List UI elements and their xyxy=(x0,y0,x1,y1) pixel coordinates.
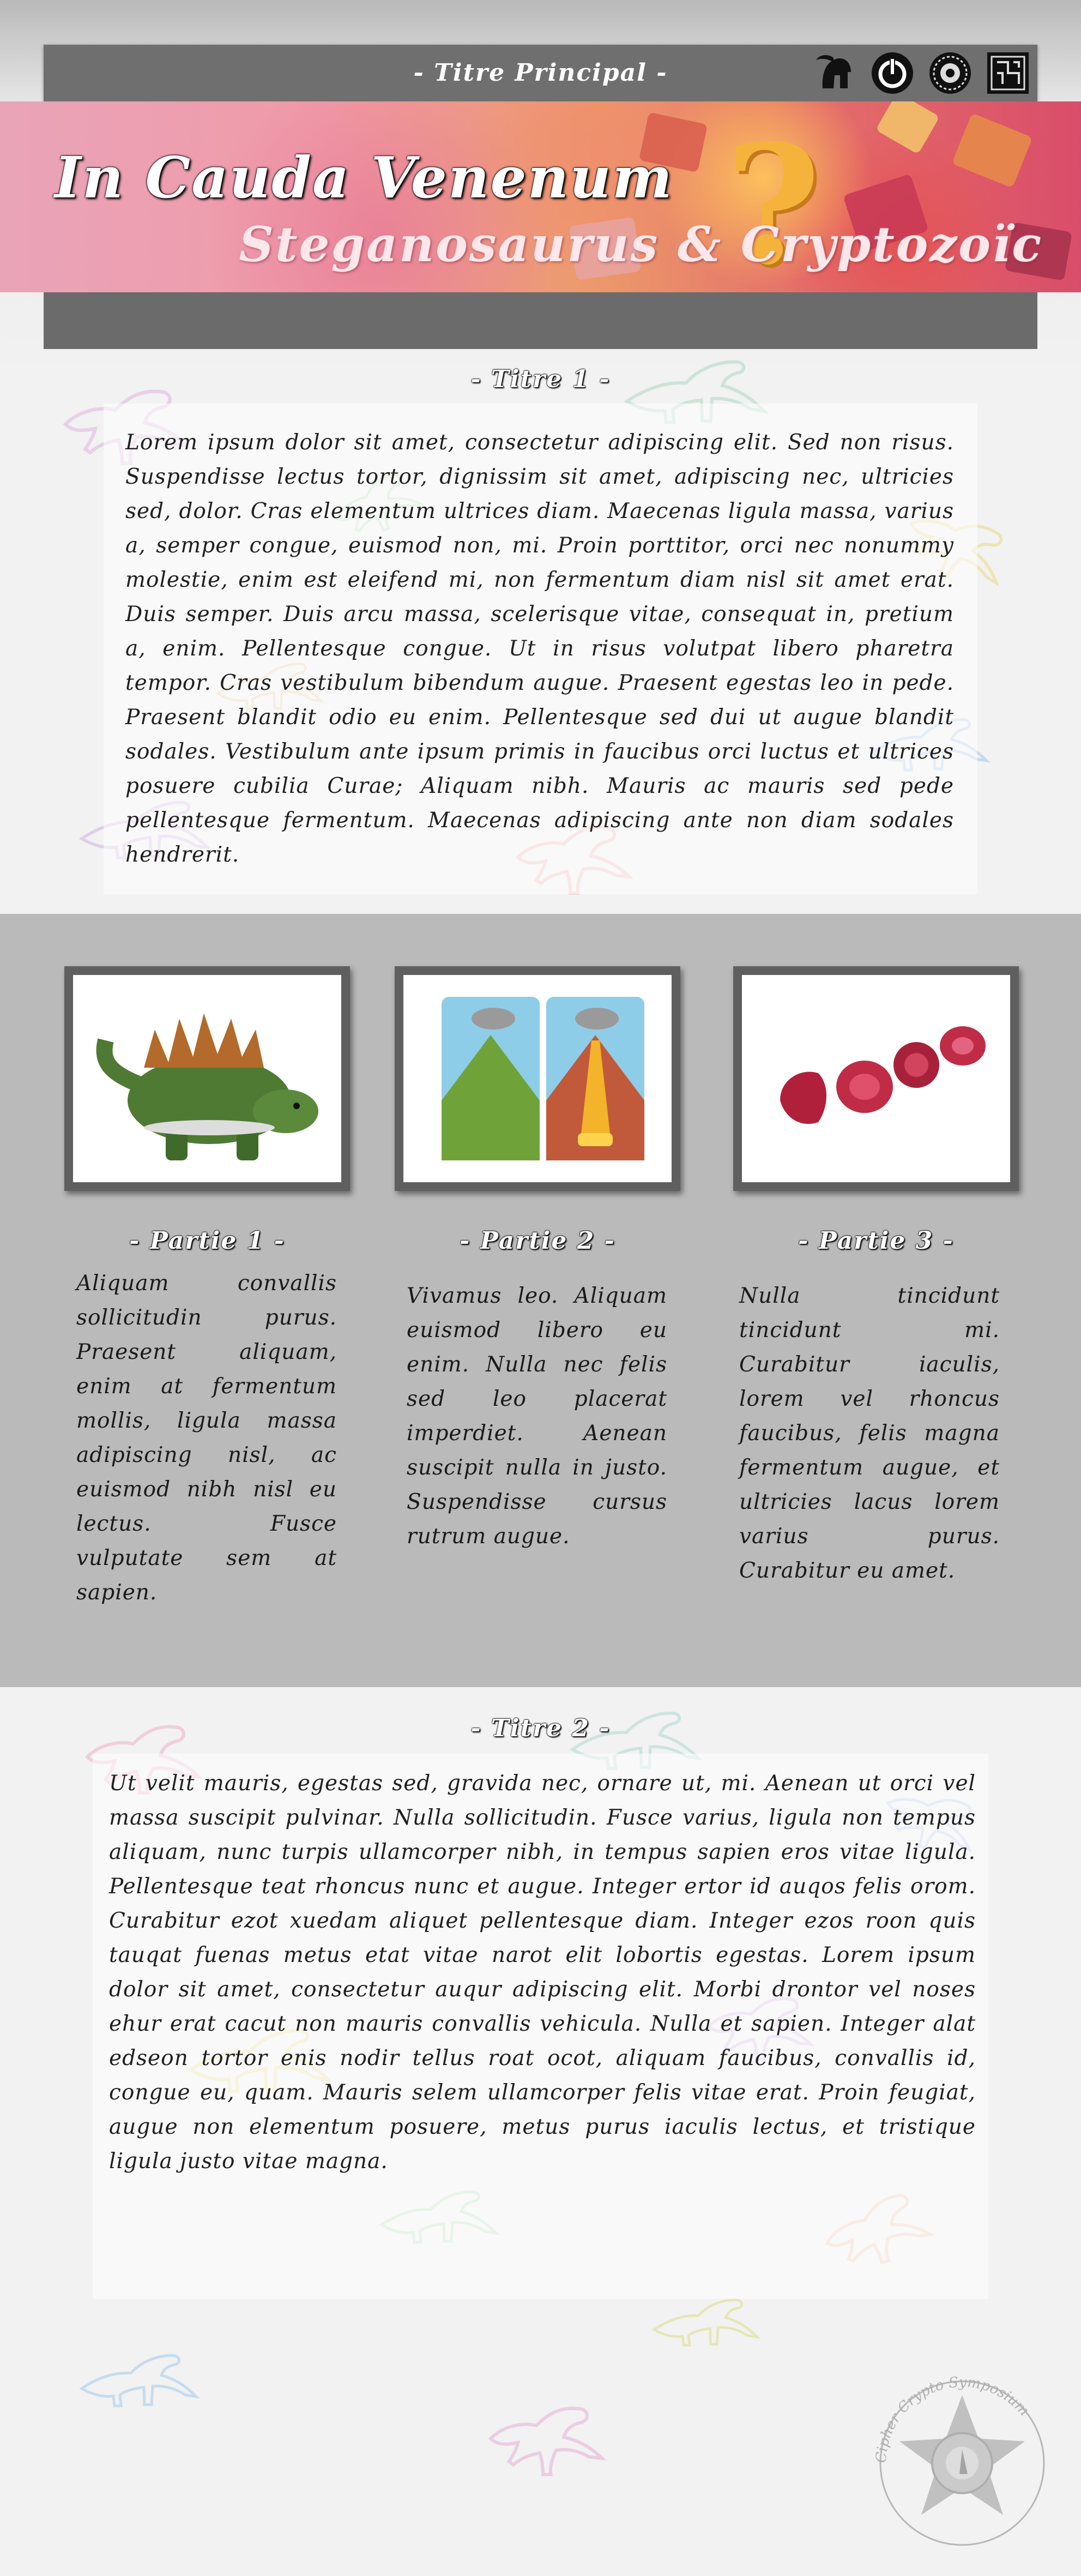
part-2-text: Vivamus leo. Aliquam euismod libero eu enim. Nulla nec felis sed leo placerat imperdiet. Aenean suscipit nulla in justo. Suspendisse cursus rutrum augue. xyxy=(407,1284,667,1549)
gear-seal-icon[interactable] xyxy=(927,50,973,96)
part-1-image xyxy=(64,966,350,1191)
part-2-title: - Partie 2 - xyxy=(460,1227,615,1255)
glyph-square-icon[interactable] xyxy=(985,50,1031,96)
part-1-title: - Partie 1 - xyxy=(129,1227,285,1255)
part-3-image xyxy=(733,966,1019,1191)
gear-star-seal-icon xyxy=(872,2373,1052,2553)
part-3-text: Nulla tincidunt tincidunt mi. Curabitur iaculis, lorem vel rhoncus faucibus, felis magna fermentum augue, et ultricies lacus lorem varius purus. Curabitur eu amet. xyxy=(739,1284,1000,1583)
question-mark-graphic: ? xyxy=(725,109,821,292)
section-1 xyxy=(44,349,1037,914)
section-1-paragraph: Lorem ipsum dolor sit amet, consectetur adipiscing elit. Sed non risus. Suspendisse lectus tortor, dignissim sit amet, adipiscing nec, ultricies sed, dolor. Cras elementum ultrices diam. Maecenas ligula massa, varius a, semper congue, euismod non, mi. Proin porttitor, orci nec nonummy molestie, enim est eleifend mi, non fermentum diam nisl sit amet erat. Duis semper. Duis arcu massa, scelerisque vitae, consequat in, pretium a, enim. Pellentesque congue. Ut in risus volutpat libero pharetra tempor. Cras vestibulum bibendum augue. Praesent egestas leo in pede. Praesent blandit odio eu enim. Pellentesque sed dui ut augue blandit sodales. Vestibulum ante ipsum primis in faucibus orci luctus et ultrices posuere cubilia Curae; Aliquam nibh. Mauris ac mauris sed pede pellentesque fermentum. Maecenas adipiscing ante non diam sodales hendrerit. xyxy=(125,430,954,867)
power-icon[interactable] xyxy=(869,50,915,96)
section-2-paragraph: Ut velit mauris, egestas sed, gravida nec, ornare ut, mi. Aenean ut orci vel massa suscipit pulvinar. Nulla sollicitudin. Fusce varius, ligula non tempus aliquam, nunc turpis ullamcorper nibh, in tempus sapien eros vitae ligula. Pellentesque teat rhoncus nunc et augue. Integer ertor id auqos felis orom. Curabitur ezot xuedam aliquet pellentesque diam. Integer ezos roon quis tauqat fuenas metus etat vitae narot elit lobortis egestas. Lorem ipsum dolor sit amet, consectetur auqur adipiscing elit. Morbi drontor vel noses ehur erat cacut non mauris convallis vehicula. Nulla et sapien. Integer alat edseon tortor enis nodir tellus roat ocot, aliquam faucibus, convallis id, congue eu, quam. Mauris selem ullamcorper felis vitae erat. Proin feugiat, augue non elementum posuere, metus purus iaculis lectus, et tristique ligula justo vitae magna. xyxy=(109,1771,976,2174)
top-navigation-bar xyxy=(44,45,1037,101)
banner-title: In Cauda Venenum xyxy=(55,144,673,211)
page-main-title: - Titre Principal - xyxy=(413,59,668,87)
section-1-title: - Titre 1 - xyxy=(470,365,611,393)
header-icon-group xyxy=(812,50,1031,96)
spartan-helmet-icon[interactable] xyxy=(812,50,857,96)
section-2-title: - Titre 2 - xyxy=(470,1714,611,1742)
red-gemstones-image xyxy=(742,975,1010,1182)
banner-subtitle: Steganosaurus & Cryptozoïc xyxy=(239,216,1043,273)
part-3-title: - Partie 3 - xyxy=(798,1227,954,1255)
seal-ring-text: Cipher Crypto Symposium xyxy=(873,2374,1032,2464)
part-1-text: Aliquam convallis sollicitudin purus. Praesent aliquam, enim at fermentum mollis, ligula massa adipiscing nisl, ac euismod nibh nisl eu lectus. Fusce vulputate sem at sapien. xyxy=(76,1271,337,1605)
part-2-image xyxy=(395,966,680,1191)
hero-banner xyxy=(0,101,1081,292)
stegosaurus-plush-image xyxy=(73,975,341,1182)
volcano-image xyxy=(403,975,672,1182)
banner-bottom-strip xyxy=(44,292,1037,349)
